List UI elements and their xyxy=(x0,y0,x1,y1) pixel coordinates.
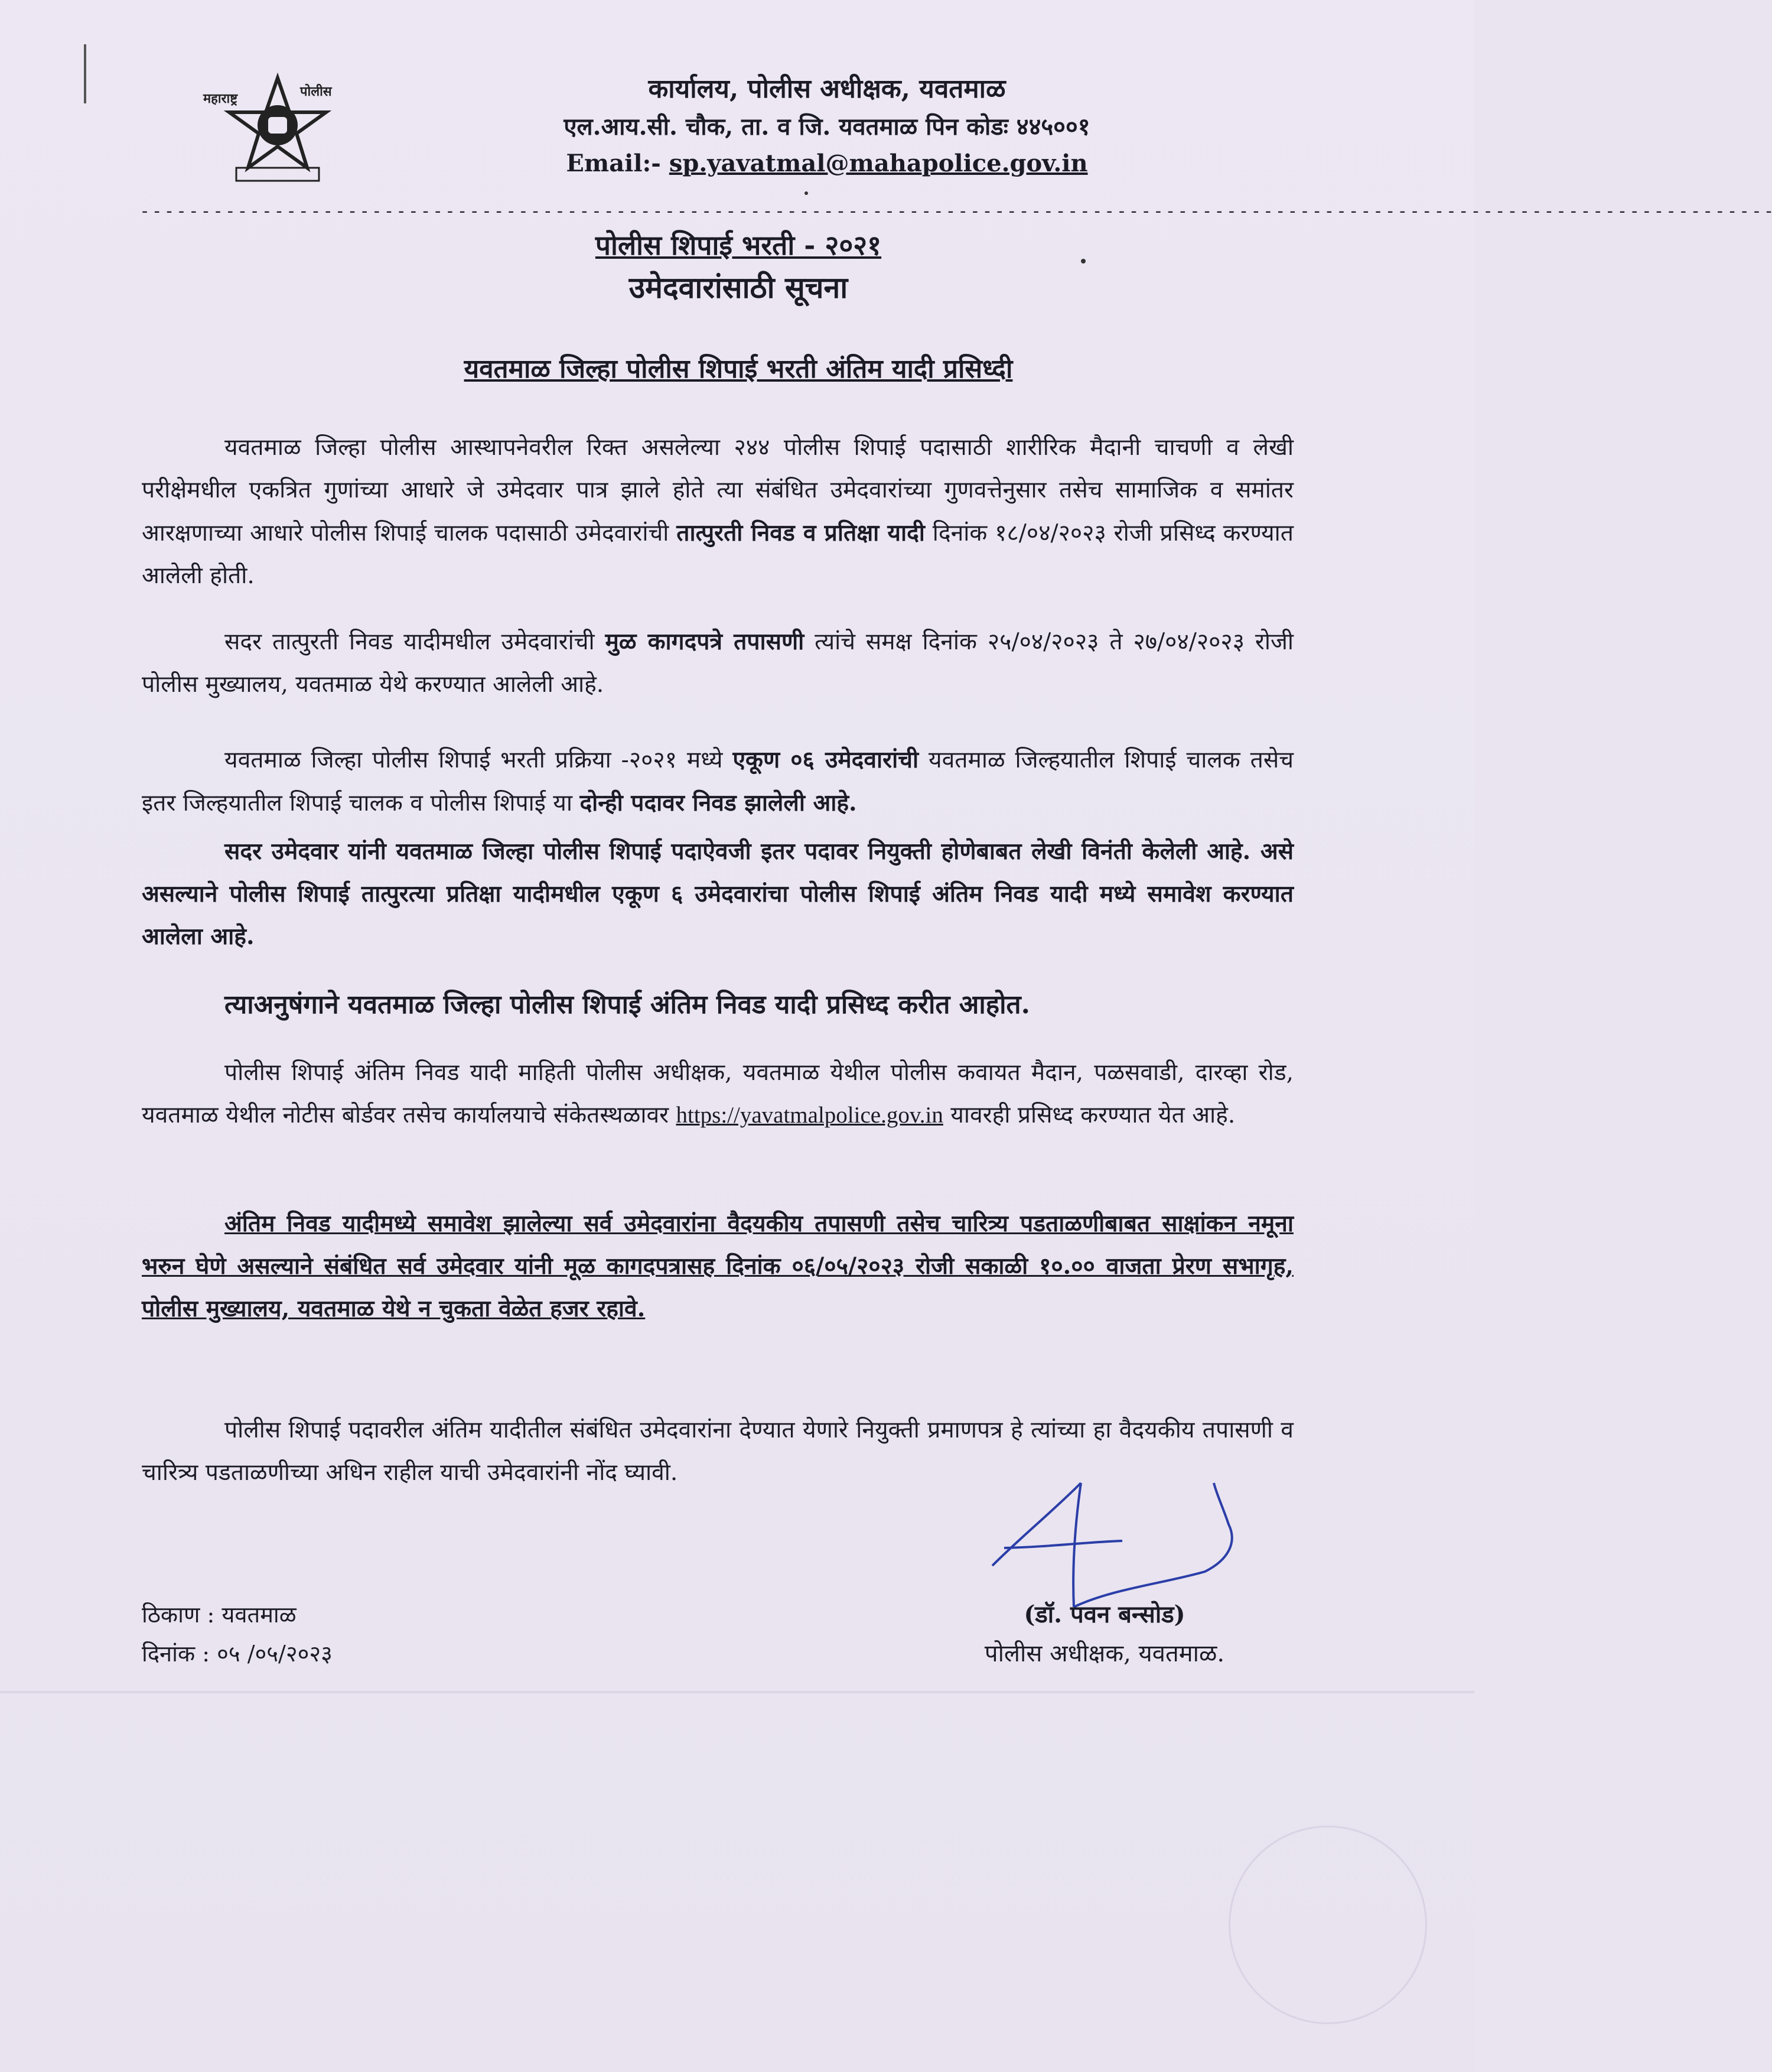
police-seal-icon xyxy=(195,66,360,184)
paragraph-5-heading: त्याअनुषंगाने यवतमाळ जिल्हा पोलीस शिपाई अंतिम निवड यादी प्रसिध्द करीत आहोत. xyxy=(224,990,1030,1020)
faint-stamp-mark xyxy=(1229,1826,1427,2024)
email-label: Email:- xyxy=(566,149,661,177)
place: ठिकाण : यवतमाळ xyxy=(142,1602,297,1628)
recruitment-title: पोलीस शिपाई भरती - २०२१ xyxy=(595,229,882,261)
email-link[interactable]: sp.yavatmal@mahapolice.gov.in xyxy=(669,149,1088,177)
date: दिनांक : ०५ /०५/२०२३ xyxy=(142,1641,333,1667)
ink-dot xyxy=(804,191,808,195)
seal-label-right: पोलीस xyxy=(300,84,332,99)
paragraph-8: पोलीस शिपाई पदावरील अंतिम यादीतील संबंधित उमेदवारांना देण्यात येणारे नियुक्ती प्रमाणपत्र हे त्यांच्या हा वैदयकीय तपासणी व चारित्र्य पडताळणीच्या अधिन राहील याची उमेदवारांनी नोंद घ्यावी. xyxy=(142,1417,1294,1486)
signatory-block xyxy=(921,1595,1288,1673)
ink-dot xyxy=(1081,259,1086,264)
notice-title xyxy=(295,225,1181,310)
notice-heading: उमेदवारांसाठी सूचना xyxy=(628,270,848,305)
margin-mark xyxy=(84,44,86,103)
office-address: एल.आय.सी. चौक, ता. व जि. यवतमाळ पिन कोडः ४४५००१ xyxy=(563,113,1090,141)
office-email xyxy=(413,145,1240,182)
paragraph-4: सदर उमेदवार यांनी यवतमाळ जिल्हा पोलीस शिपाई पदाऐवजी इतर पदावर नियुक्ती होणेबाबत लेखी विनंती केलेली आहे. असे असल्याने पोलीस शिपाई तात्पुरत्या प्रतिक्षा यादीमधील एकूण ६ उमेदवारांचा पोलीस शिपाई अंतिम निवड यादी मध्ये समावेश करण्यात आलेला आहे. xyxy=(142,838,1294,950)
paragraph-7: अंतिम निवड यादीमध्ये समावेश झालेल्या सर्व उमेदवारांना वैदयकीय तपासणी तसेच चारित्र्य पडताळणीबाबत साक्षांकन नमूना भरुन घेणे असल्याने संबंधित सर्व उमेदवार यांनी मूळ कागदपत्रासह दिनांक ०६/०५/२०२३ रोजी सकाळी १०.०० वाजता प्रेरण सभागृह, पोलीस मुख्यालय, यवतमाळ येथे न चुकता वेळेत हजर रहावे. xyxy=(142,1210,1294,1322)
seal-label-left: महाराष्ट्र xyxy=(203,92,238,106)
signatory-title: पोलीस अधीक्षक, यवतमाळ. xyxy=(984,1640,1225,1667)
office-title: कार्यालय, पोलीस अधीक्षक, यवतमाळ xyxy=(648,74,1006,104)
signatory-name: (डॉ. पवन बन्सोड) xyxy=(1024,1601,1185,1628)
header-divider: - - - - - - - - - - - - - - - - - - - - - - - - - - - - - - - - - - - - - - - - - - - - - - - - - - - - - - - - - - - - - - - - - - - - - - - - - - - - - - - - - - - - - - - - - - - - - - - - - - - - - - - - - - - - - - - - - - - - - - - - - - - - - - - - - - - - - - xyxy=(142,201,1772,222)
notice-subtitle: यवतमाळ जिल्हा पोलीस शिपाई भरती अंतिम यादी प्रसिध्दी xyxy=(464,354,1013,384)
paragraph-6: पोलीस शिपाई अंतिम निवड यादी माहिती पोलीस अधीक्षक, यवतमाळ येथील पोलीस कवायत मैदान, पळसवाडी, दारव्हा रोड, यवतमाळ येथील नोटीस बोर्डवर तसेच कार्यालयाचे संकेतस्थळावर https://yavatmalpolice.gov.in यावरही प्रसिध्द करण्यात येत आहे. xyxy=(142,1059,1294,1128)
paper-fold xyxy=(0,1691,1474,1693)
paragraph-3: यवतमाळ जिल्हा पोलीस शिपाई भरती प्रक्रिया -२०२१ मध्ये एकूण ०६ उमेदवारांची यवतमाळ जिल्हयातील शिपाई चालक तसेच इतर जिल्हयातील शिपाई चालक व पोलीस शिपाई या दोन्ही पदावर निवड झालेली आहे. xyxy=(142,746,1294,817)
paragraph-1: यवतमाळ जिल्हा पोलीस आस्थापनेवरील रिक्त असलेल्या २४४ पोलीस शिपाई पदासाठी शारीरिक मैदानी चाचणी व लेखी परीक्षेमधील एकत्रित गुणांच्या आधारे जे उमेदवार पात्र झाले होते त्या संबंधित उमेदवारांच्या गुणवत्तेनुसार तसेच सामाजिक व समांतर आरक्षणाच्या आधारे पोलीस शिपाई चालक पदासाठी उमेदवारांची तात्पुरती निवड व प्रतिक्षा यादी दिनांक १८/०४/२०२३ रोजी प्रसिध्द करण्यात आलेली होती. xyxy=(142,434,1294,589)
website-link[interactable]: https://yavatmalpolice.gov.in xyxy=(676,1102,943,1128)
letterhead xyxy=(413,70,1240,182)
footer-place-date xyxy=(142,1595,333,1673)
paragraph-2: सदर तात्पुरती निवड यादीमधील उमेदवारांची मुळ कागदपत्रे तपासणी त्यांचे समक्ष दिनांक २५/०४/२०२३ ते २७/०४/२०२३ रोजी पोलीस मुख्यालय, यवतमाळ येथे करण्यात आलेली आहे. xyxy=(142,628,1294,698)
